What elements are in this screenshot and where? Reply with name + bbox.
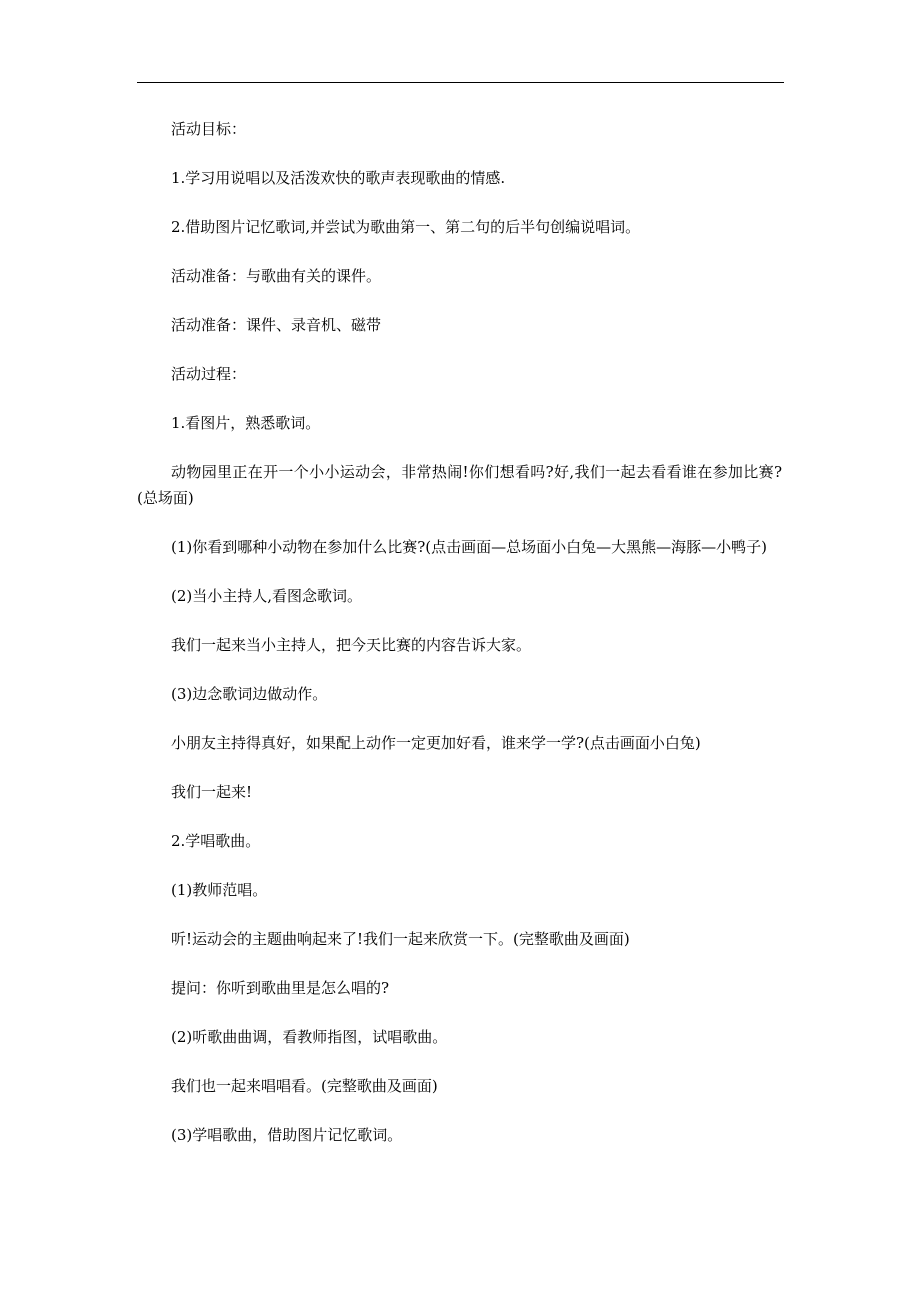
paragraph-step-1-3: (3)边念歌词边做动作。 — [171, 685, 328, 703]
paragraph-question: 提问：你听到歌曲里是怎么唱的? — [171, 979, 390, 997]
paragraph-step-2-3: (3)学唱歌曲，借助图片记忆歌词。 — [171, 1126, 403, 1144]
paragraph-step-1-3-detail: 小朋友主持得真好，如果配上动作一定更加好看，谁来学一学?(点击画面小白兔) — [171, 734, 701, 752]
paragraph-step-1-1: (1)你看到哪种小动物在参加什么比赛?(点击画面—总场面小白兔—大黑熊—海豚—小鸭子) — [171, 538, 767, 556]
paragraph-step-2-2: (2)听歌曲曲调，看教师指图，试唱歌曲。 — [171, 1028, 448, 1046]
paragraph-goals-heading: 活动目标： — [171, 120, 247, 138]
header-rule — [137, 82, 784, 83]
paragraph-preparation-1: 活动准备：与歌曲有关的课件。 — [171, 267, 382, 285]
paragraph-goal-1: 1.学习用说唱以及活泼欢快的歌声表现歌曲的情感. — [171, 169, 506, 187]
paragraph-step-2-1: (1)教师范唱。 — [171, 881, 268, 899]
paragraph-process-heading: 活动过程： — [171, 365, 247, 383]
paragraph-step-2-1-detail: 听!运动会的主题曲响起来了!我们一起来欣赏一下。(完整歌曲及画面) — [171, 930, 630, 948]
paragraph-step-1: 1.看图片，熟悉歌词。 — [171, 414, 321, 432]
paragraph-step-2: 2.学唱歌曲。 — [171, 832, 261, 850]
paragraph-together: 我们一起来! — [171, 783, 253, 801]
paragraph-goal-2: 2.借助图片记忆歌词,并尝试为歌曲第一、第二句的后半句创编说唱词。 — [171, 218, 641, 236]
paragraph-preparation-2: 活动准备：课件、录音机、磁带 — [171, 316, 382, 334]
paragraph-step-1-2-detail: 我们一起来当小主持人，把今天比赛的内容告诉大家。 — [171, 636, 532, 654]
paragraph-step-2-2-detail: 我们也一起来唱唱看。(完整歌曲及画面) — [171, 1077, 438, 1095]
paragraph-step-1-intro: 动物园里正在开一个小小运动会，非常热闹!你们想看吗?好,我们一起去看看谁在参加比赛?(总场面) — [137, 463, 782, 507]
document-body — [137, 116, 782, 1171]
paragraph-step-1-2: (2)当小主持人,看图念歌词。 — [171, 587, 363, 605]
